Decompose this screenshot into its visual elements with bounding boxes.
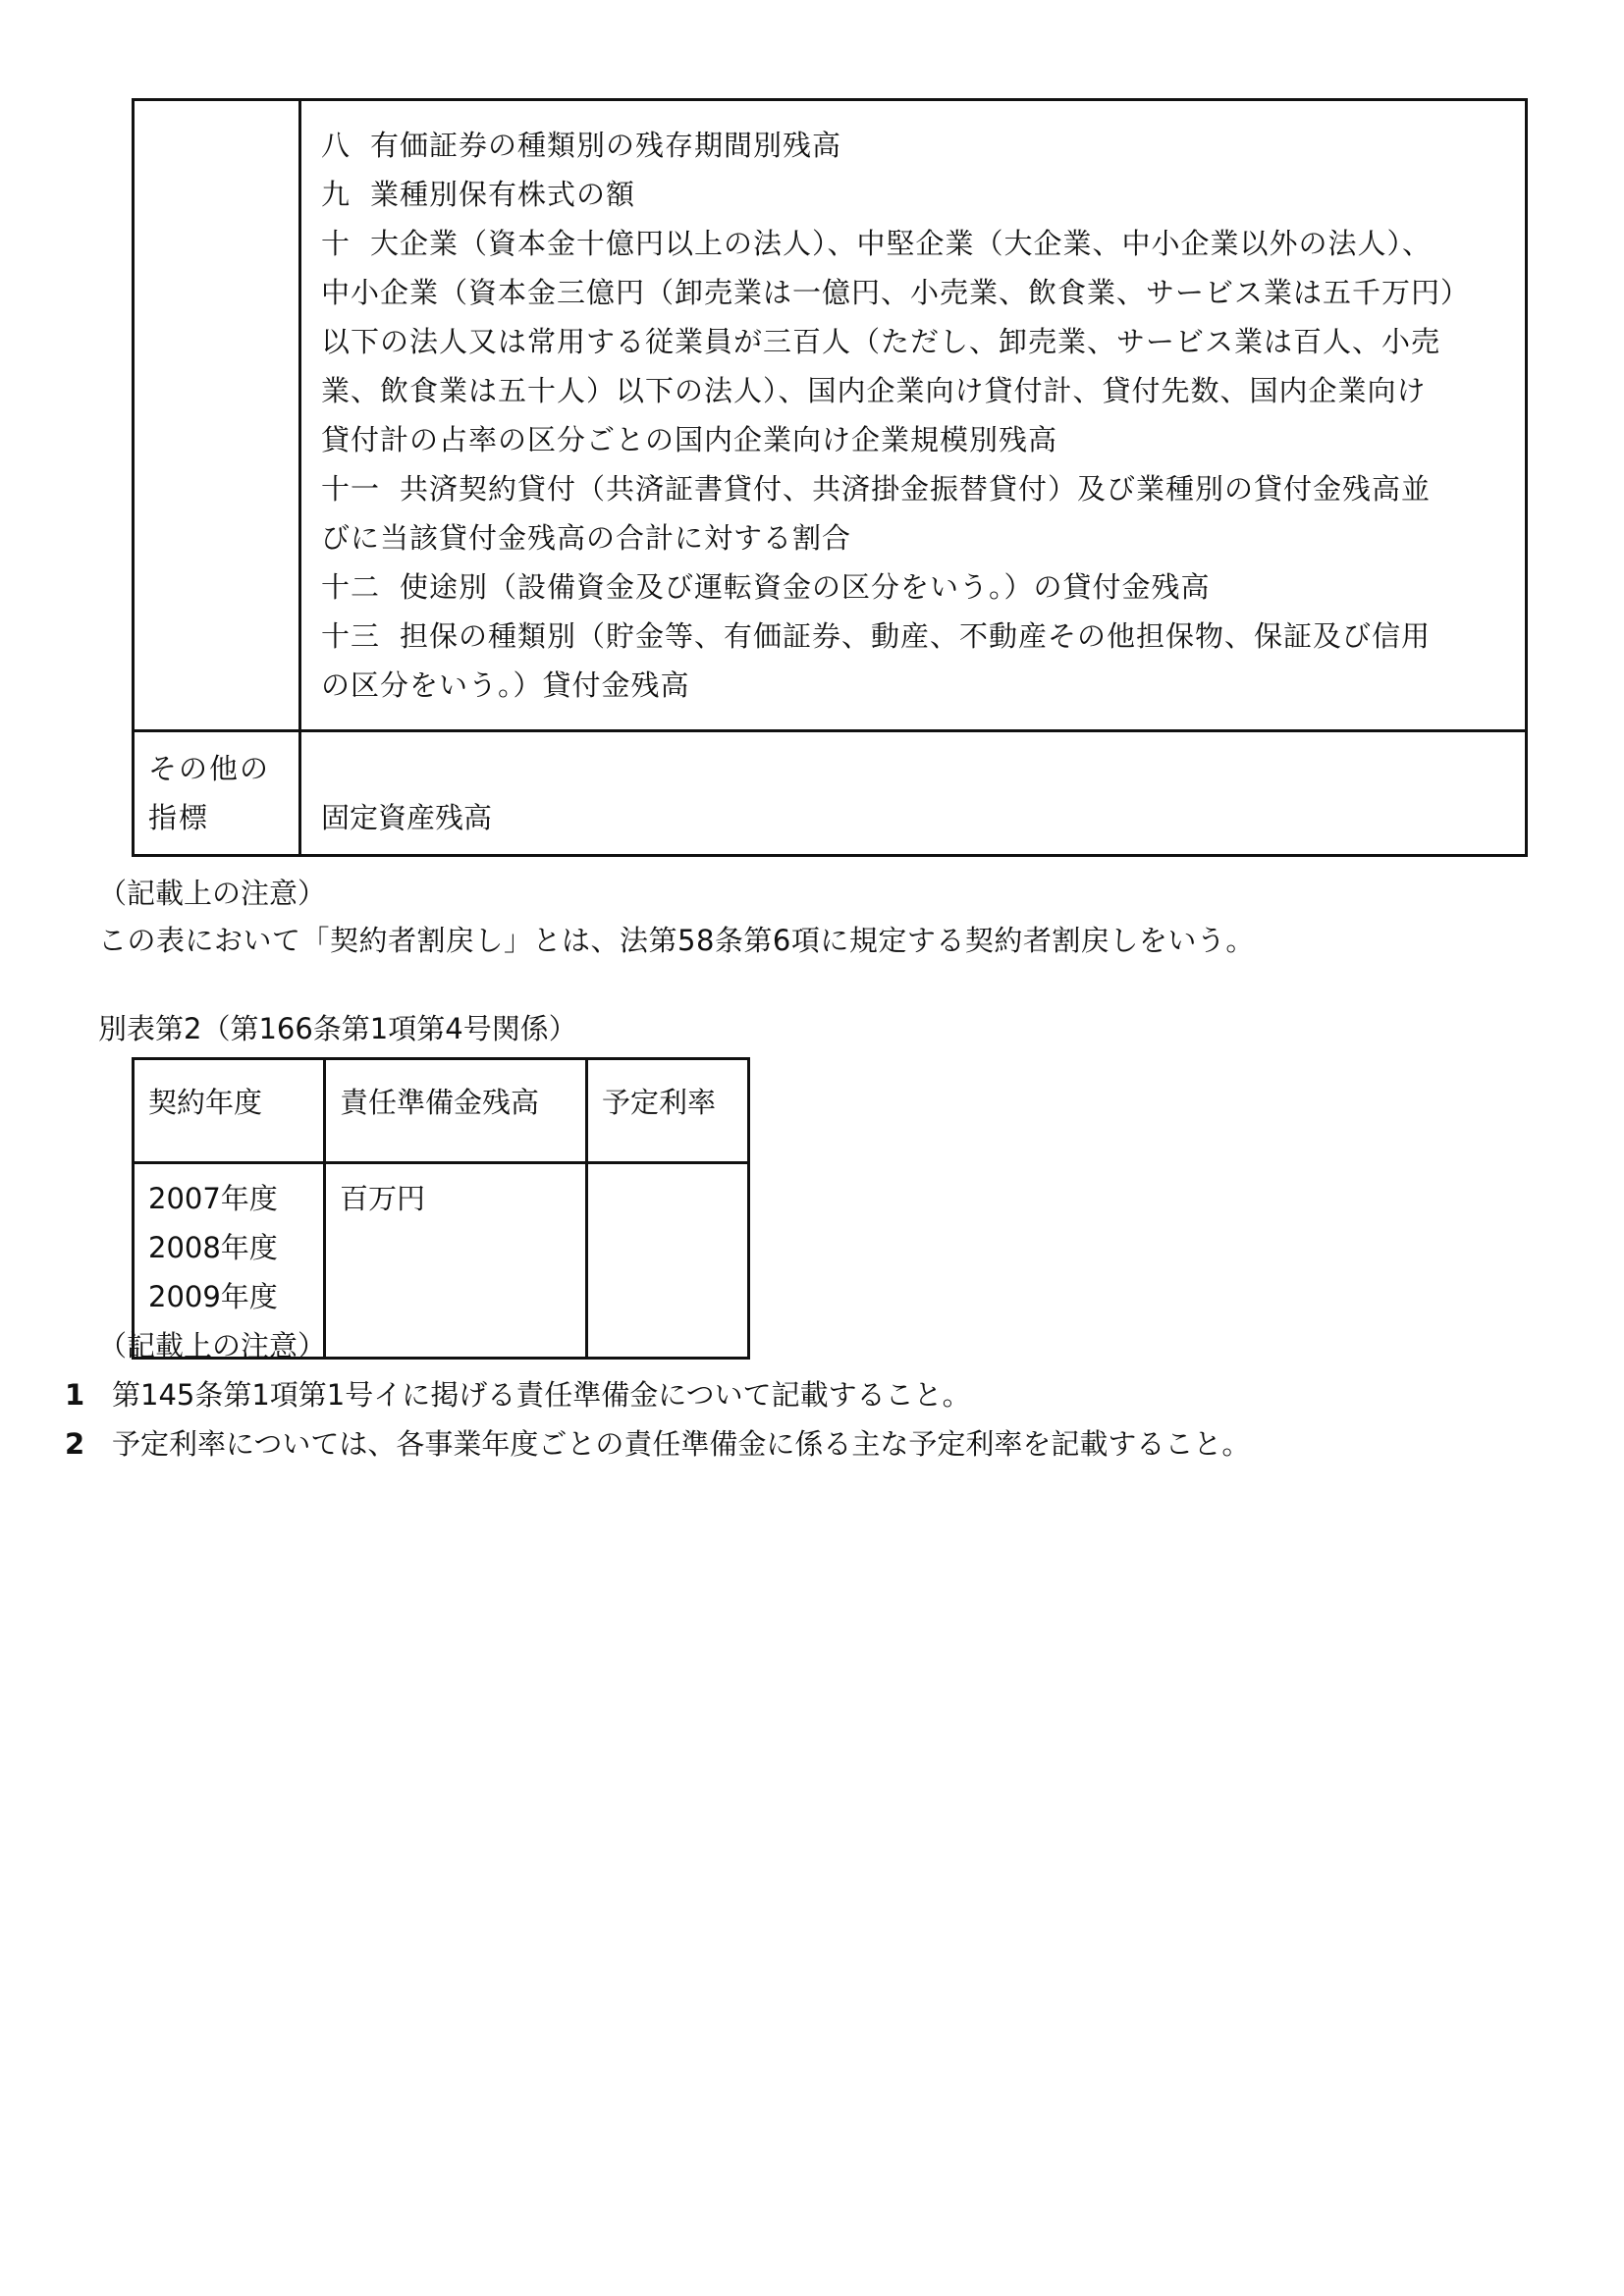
list-item-continuation: 以下の法人又は常用する従業員が三百人（ただし、卸売業、サービス業は百人、小売 (321, 325, 1441, 358)
year-item: 2009年度 (148, 1280, 278, 1313)
list-item (321, 612, 1513, 661)
note-number: 1 (65, 1378, 85, 1412)
item-text: 共済契約貸付（共済証書貸付、共済掛金振替貸付）及び業種別の貸付金残高並 (400, 472, 1432, 506)
note-item-text: 第145条第1項第1号イに掲げる責任準備金について記載すること。 (112, 1378, 971, 1412)
label-line: その他の (148, 752, 271, 785)
reserve-table (132, 1057, 750, 1360)
item-text: 大企業（資本金十億円以上の法人）、中堅企業（大企業、中小企業以外の法人）、 (370, 227, 1433, 260)
list-item (321, 121, 1513, 170)
item-number: 十一 (321, 472, 381, 506)
header-contract-year: 契約年度 (134, 1059, 325, 1163)
list-item-continuation: 貸付計の占率の区分ごとの国内企業向け企業規模別残高 (321, 423, 1058, 456)
table2-title: 別表第2（第166条第1項第4号関係） (98, 1012, 577, 1045)
note-heading: （記載上の注意） (98, 1329, 327, 1362)
table-row (134, 100, 1527, 731)
note-number: 2 (65, 1427, 85, 1461)
list-item (321, 562, 1513, 612)
rate-cell (587, 1163, 749, 1359)
item-number: 九 (321, 178, 352, 211)
list-item-continuation: 業、飲食業は五十人）以下の法人）、国内企業向け貸付計、貸付先数、国内企業向け (321, 374, 1427, 407)
table-header-row (134, 1059, 749, 1163)
list-item (321, 170, 1513, 219)
year-item: 2008年度 (148, 1231, 278, 1264)
items-cell (300, 100, 1527, 731)
empty-label-cell (134, 100, 300, 731)
header-reserve-balance: 責任準備金残高 (325, 1059, 587, 1163)
note-heading: （記載上の注意） (98, 877, 327, 910)
other-indicators-value: 固定資産残高 (300, 731, 1527, 856)
header-assumed-rate: 予定利率 (587, 1059, 749, 1163)
list-item (65, 1423, 1250, 1465)
other-indicators-label (134, 731, 300, 856)
item-number: 十 (321, 227, 352, 260)
list-item (321, 219, 1513, 268)
list-item-continuation: の区分をいう。）貸付金残高 (321, 668, 690, 702)
disclosure-items-table (132, 98, 1528, 857)
table-row (134, 731, 1527, 856)
list-item-continuation: 中小企業（資本金三億円（卸売業は一億円、小売業、飲食業、サービス業は五千万円） (321, 276, 1471, 309)
year-item: 2007年度 (148, 1182, 278, 1215)
list-item-continuation: びに当該貸付金残高の合計に対する割合 (321, 521, 852, 555)
item-text: 有価証券の種類別の残存期間別残高 (370, 129, 842, 162)
item-text: 担保の種類別（貯金等、有価証券、動産、不動産その他担保物、保証及び信用 (400, 619, 1432, 653)
label-line: 指標 (148, 801, 210, 834)
item-text: 業種別保有株式の額 (370, 178, 636, 211)
note-text: この表において「契約者割戻し」とは、法第58条第6項に規定する契約者割戻しをいう。 (98, 924, 1255, 957)
list-item (65, 1374, 971, 1415)
item-number: 八 (321, 129, 352, 162)
list-item (321, 464, 1513, 513)
note-item-text: 予定利率については、各事業年度ごとの責任準備金に係る主な予定利率を記載すること。 (112, 1427, 1251, 1461)
item-text: 使途別（設備資金及び運転資金の区分をいう。）の貸付金残高 (400, 570, 1211, 604)
item-number: 十二 (321, 570, 381, 604)
item-number: 十三 (321, 619, 381, 653)
unit-cell: 百万円 (325, 1163, 587, 1359)
